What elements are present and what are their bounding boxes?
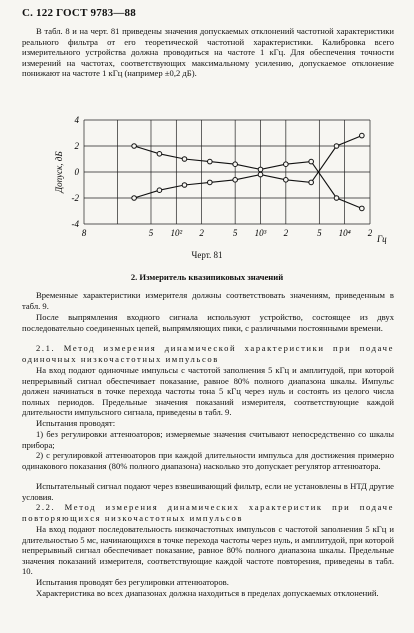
paragraph-p7: 2) с регулировкой аттенюаторов при каждой длительности импульса для достижения примерно одинакового показания (80% полного диапазона) насколько это допускает регулятор аттенюатора. <box>22 450 394 471</box>
tolerance-chart <box>22 106 394 246</box>
y-tick-labels <box>72 115 80 229</box>
x-tick-label: 5 <box>148 228 154 238</box>
x-tick-label: 5 <box>317 228 322 238</box>
paragraph-p12: Характеристика во всех диапазонах должна находиться в пределах допускаемых отклонений. <box>36 588 379 598</box>
intro-paragraph: В табл. 8 и на черт. 81 приведены значения допускаемых отклонений частотной характеристики реального фильтра от его теоретической частотной характеристики. Калибровка всего измерительного устройства должна проводиться на частоте 1 кГц. Для обеспечения точности измерений на частотах, соответствующих максимальному усилению, допускаемое отклонение понижают на частоте 1 кГц (например ±0,2 дБ). <box>22 26 394 79</box>
x-tick-label: 8 <box>81 228 87 238</box>
data-point <box>233 162 238 167</box>
chart-grid <box>84 120 370 224</box>
x-tick-label: 5 <box>232 228 238 238</box>
data-point <box>258 167 263 172</box>
data-point <box>360 133 365 138</box>
method-heading-2-1: 2.1. Метод измерения динамической характеристики при подаче одиночных низкочастотных импульсов <box>22 343 394 364</box>
data-point <box>309 159 314 164</box>
paragraph-p11: Испытания проводят без регулировки аттенюаторов. <box>36 577 229 587</box>
data-point <box>284 178 289 183</box>
y-tick-label: 2 <box>74 141 79 151</box>
page-header <box>22 7 136 19</box>
data-point <box>208 159 213 164</box>
data-point <box>157 188 162 193</box>
x-tick-labels <box>82 228 373 238</box>
y-axis-label: Допуск, дБ <box>54 151 64 193</box>
data-point <box>132 196 137 201</box>
paragraph-p1: Временные характеристики измерителя должны соответствовать значениям, приведенным в табл. 9. <box>22 290 394 311</box>
x-tick-label: 2 <box>367 228 373 238</box>
y-tick-label: 0 <box>74 167 79 177</box>
data-point <box>309 180 314 185</box>
paragraph-p8: Испытательный сигнал подают через взвешивающий фильтр, если не установлены в НТД другие условия. <box>22 481 394 502</box>
data-point <box>334 144 339 149</box>
method-heading-2-2: 2.2. Метод измерения динамических характеристик при подаче повторяющихся низкочастотных импульсов <box>22 502 394 523</box>
page-number: С. 122 <box>22 7 54 19</box>
paragraph-p4: На вход подают одиночные импульсы с частотой заполнения 5 кГц и амплитудой, при которой непрерывный сигнал обеспечивает показание, равное 80% полного диапазона шкалы. Импульс должен начинаться в точке перехода частоты тона 5 кГц через нуль и состоять из целого числа полных периодов. Предельные значения показаний измерителя, соответствующие каждой длительности импульсного сигнала, приведены в табл. 9. <box>22 365 394 418</box>
data-point <box>208 180 213 185</box>
figure-caption: Черт. 81 <box>191 250 223 260</box>
paragraph-p2: После выпрямления входного сигнала используют устройство, состоящее из двух последовательно соединенных цепей, выпрямляющих пики, с различными постоянными времени. <box>22 312 394 333</box>
paragraph-p10: На вход подают последовательность низкочастотных импульсов с частотой заполнения 5 кГц и длительностью 5 мс, начинающихся в точке перехода частоты через нуль, и амплитудой, при которой непрерывный сигнал обеспечивает показание, равное 80% полного диапазона шкалы. Предельные значения показаний измерителя, соответствующие каждой частоте повторения, приведены в табл. 10. <box>22 524 394 577</box>
x-axis-unit: Гц <box>377 234 387 244</box>
data-point <box>132 144 137 149</box>
data-point <box>334 196 339 201</box>
y-tick-label: -2 <box>71 193 79 203</box>
y-tick-label: -4 <box>71 219 79 229</box>
data-point <box>182 183 187 188</box>
standard-number: ГОСТ 9783—88 <box>56 7 136 19</box>
data-point <box>258 172 263 177</box>
x-tick-label: 10⁴ <box>338 228 351 238</box>
data-point <box>182 157 187 162</box>
x-tick-label: 2 <box>199 228 204 238</box>
paragraph-p5: Испытания проводят: <box>36 418 116 428</box>
data-point <box>233 178 238 183</box>
x-tick-label: 2 <box>283 228 289 238</box>
data-point <box>284 162 289 167</box>
y-tick-label: 4 <box>74 115 79 125</box>
paragraph-p6: 1) без регулировки аттенюаторов; измеряемые значения считывают непосредственно со шкалы прибора; <box>22 429 394 450</box>
x-tick-label: 10² <box>170 228 183 238</box>
data-point <box>360 206 365 211</box>
data-point <box>157 152 162 157</box>
x-tick-label: 10³ <box>254 228 267 238</box>
section-title: 2. Измеритель квазипиковых значений <box>130 272 284 282</box>
